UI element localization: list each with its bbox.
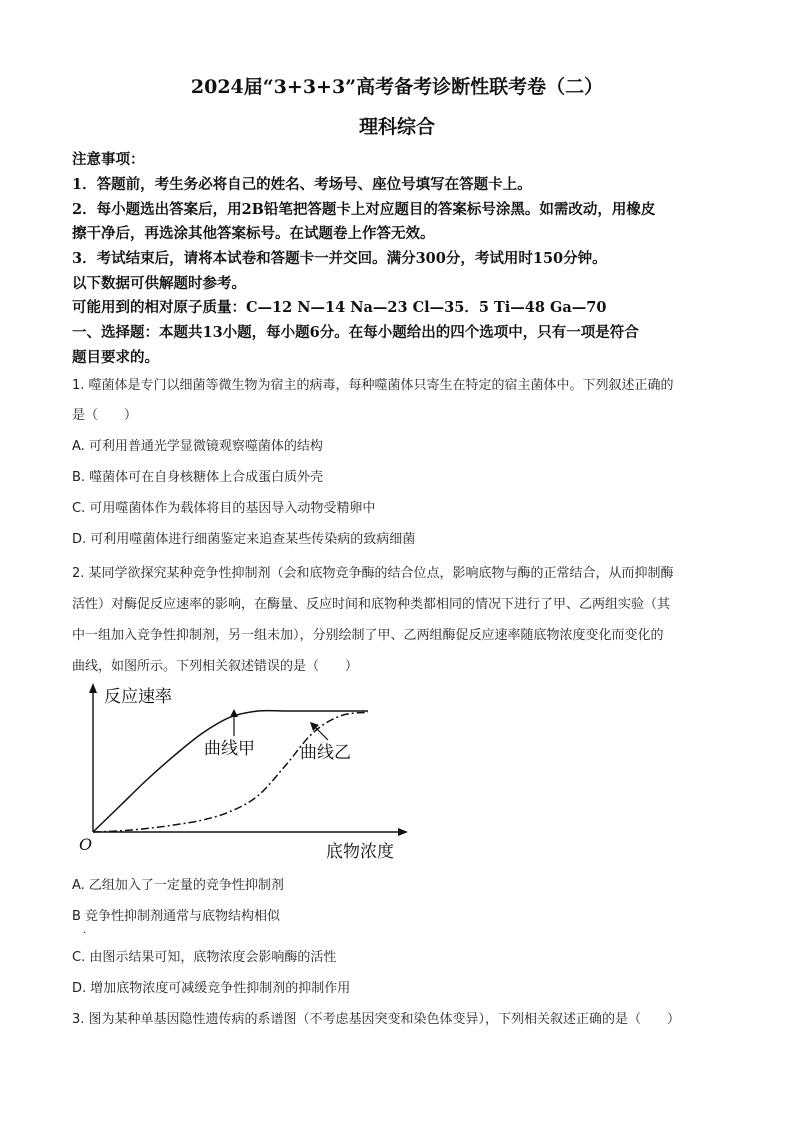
q1-stem-line-1: 1. 噬菌体是专门以细菌等微生物为宿主的病毒，每种噬菌体只寄生在特定的宿主菌体中。下列叙述正确的 [72,378,674,393]
q2-option-b: B 竞争性抑制剂通常与底物结构相似 [72,909,281,924]
q2-option-b-dot: . [83,925,87,936]
curve-b-annotation [300,722,351,763]
x-axis-arrow [398,828,408,836]
note-1: 1．答题前，考生务必将自己的姓名、考场号、座位号填写在答题卡上。 [72,176,532,193]
section-heading-line-2: 题目要求的。 [72,349,159,366]
data-reference: 以下数据可供解题时参考。 [72,275,246,292]
q3-stem-line-1: 3. 图为某种单基因隐性遗传病的系谱图（不考虑基因突变和染色体变异），下列相关叙述正确的是（ ） [72,1012,681,1027]
series-line-curve-a [93,711,368,832]
curve-a-label: 曲线甲 [204,739,255,759]
y-axis-label: 反应速率 [104,687,172,707]
note-2-line-1: 2．每小题选出答案后，用2B铅笔把答题卡上对应题目的答案标号涂黑。如需改动，用橡皮 [72,201,656,218]
q1-option-a: A. 可利用普通光学显微镜观察噬菌体的结构 [72,439,323,454]
curve-a-annotation [204,709,255,759]
note-3: 3．考试结束后，请将本试卷和答题卡一并交回。满分300分，考试用时150分钟。 [72,250,607,267]
q2-option-c: C. 由图示结果可知，底物浓度会影响酶的活性 [72,950,337,965]
enzyme-rate-chart [70,680,420,865]
q1-option-c: C. 可用噬菌体作为载体将目的基因导入动物受精卵中 [72,501,376,516]
y-axis-arrow [89,683,97,693]
x-axis-label: 底物浓度 [326,842,394,862]
origin-label: O [79,835,93,854]
q2-stem-line-4: 曲线，如图所示。下列相关叙述错误的是（ ） [72,659,359,674]
q2-stem-line-3: 中一组加入竞争性抑制剂，另一组未加），分别绘制了甲、乙两组酶促反应速率随底物浓度变化而变化的 [72,628,664,643]
notes-heading: 注意事项： [72,151,145,168]
q2-option-a: A. 乙组加入了一定量的竞争性抑制剂 [72,878,284,893]
q2-option-d: D. 增加底物浓度可减缓竞争性抑制剂的抑制作用 [72,981,351,996]
exam-subtitle: 理科综合 [358,116,435,138]
q1-stem-line-2: 是（ ） [72,408,138,423]
exam-title: 2024届“3+3+3”高考备考诊断性联考卷（二） [190,76,604,98]
curve-b-label: 曲线乙 [300,743,351,763]
note-2-line-2: 擦干净后，再选涂其他答案标号。在试题卷上作答无效。 [72,225,435,242]
curve-a-arrowhead [230,709,238,717]
q2-stem-line-1: 2. 某同学欲探究某种竞争性抑制剂（会和底物竞争酶的结合位点，影响底物与酶的正常结合，从而抑制酶 [72,566,674,581]
series-layer [93,711,368,832]
q2-stem-line-2: 活性）对酶促反应速率的影响，在酶量、反应时间和底物种类都相同的情况下进行了甲、乙两组实验（其 [72,597,671,612]
atomic-masses: 可能用到的相对原子质量：C—12 N—14 Na—23 Cl—35．5 Ti—48 Ga—70 [72,299,607,316]
series-line-curve-b [93,712,368,832]
q1-option-b: B. 噬菌体可在自身核糖体上合成蛋白质外壳 [72,470,324,485]
section-heading-line-1: 一、选择题：本题共13小题，每小题6分。在每小题给出的四个选项中，只有一项是符合 [72,324,639,341]
q1-option-d: D. 可利用噬菌体进行细菌鉴定来追查某些传染病的致病细菌 [72,532,416,547]
